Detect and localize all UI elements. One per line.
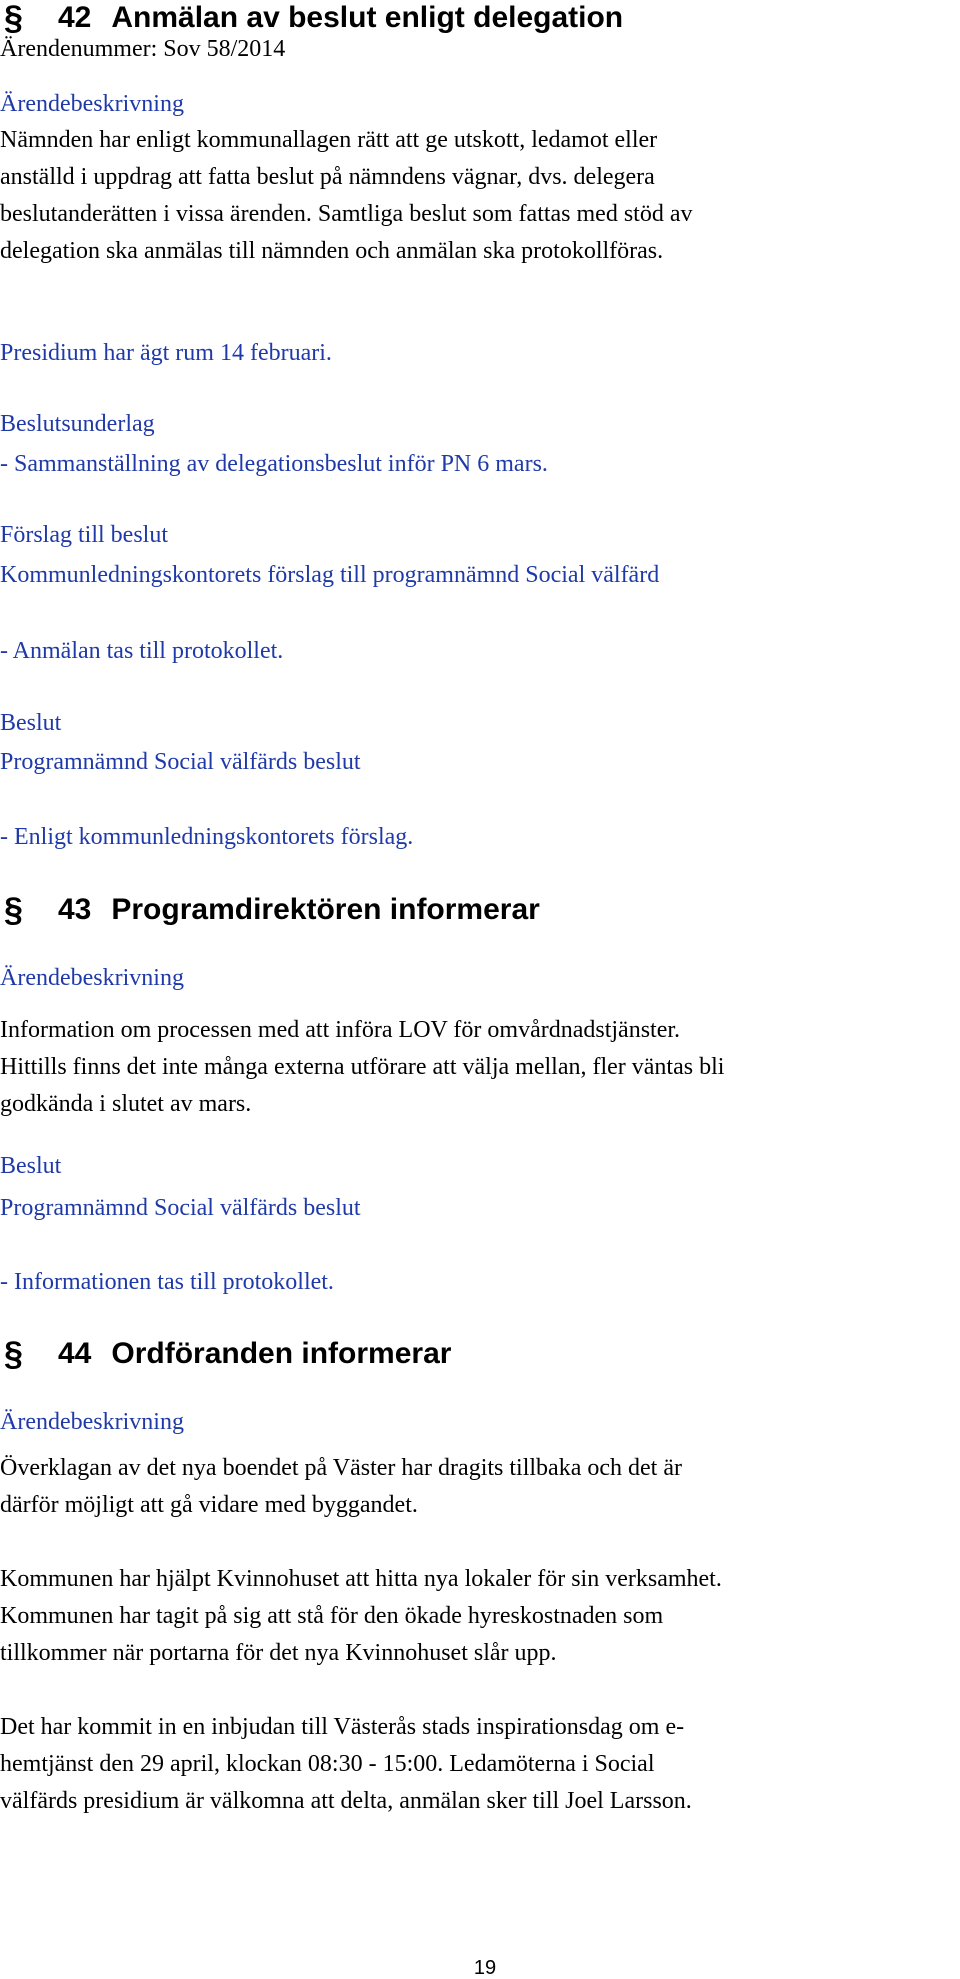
description-line: beslutanderätten i vissa ärenden. Samtliga beslut som fattas med stöd av	[0, 201, 693, 227]
section-title: Programdirektören informerar	[111, 893, 540, 926]
paragraph-line: därför möjligt att gå vidare med byggandet.	[0, 1492, 418, 1518]
description-line: godkända i slutet av mars.	[0, 1091, 252, 1117]
presidium-note: Presidium har ägt rum 14 februari.	[0, 340, 332, 366]
decision-item: - Informationen tas till protokollet.	[0, 1269, 334, 1295]
basis-item: - Sammanställning av delegationsbeslut inför PN 6 mars.	[0, 451, 548, 477]
paragraph-line: Kommunen har hjälpt Kvinnohuset att hitta nya lokaler för sin verksamhet.	[0, 1566, 722, 1592]
paragraph-line: Överklagan av det nya boendet på Väster har dragits tillbaka och det är	[0, 1455, 682, 1481]
decision-item: - Enligt kommunledningskontorets förslag.	[0, 824, 414, 850]
case-number: Ärendenummer: Sov 58/2014	[0, 36, 286, 62]
section-symbol: §	[4, 0, 23, 37]
proposal-heading: Förslag till beslut	[0, 522, 168, 548]
basis-heading: Beslutsunderlag	[0, 411, 155, 437]
section-symbol: §	[4, 1335, 23, 1373]
section-number: 44	[58, 1337, 92, 1370]
section-42-heading	[0, 0, 623, 36]
decision-heading: Beslut	[0, 710, 62, 736]
paragraph-line: tillkommer när portarna för det nya Kvinnohuset slår upp.	[0, 1640, 557, 1666]
paragraph-line: hemtjänst den 29 april, klockan 08:30 - 15:00. Ledamöterna i Social	[0, 1751, 655, 1777]
section-title: Anmälan av beslut enligt delegation	[111, 1, 624, 34]
description-heading: Ärendebeskrivning	[0, 1409, 184, 1435]
decision-heading: Beslut	[0, 1153, 62, 1179]
section-number: 43	[58, 893, 92, 926]
section-43-heading	[0, 892, 540, 928]
page-number: 19	[473, 1957, 497, 1979]
description-line: Nämnden har enligt kommunallagen rätt att ge utskott, ledamot eller	[0, 127, 658, 153]
section-number: 42	[58, 1, 92, 34]
proposal-item: - Anmälan tas till protokollet.	[0, 638, 284, 664]
description-line: delegation ska anmälas till nämnden och anmälan ska protokollföras.	[0, 238, 664, 264]
description-heading: Ärendebeskrivning	[0, 965, 184, 991]
decision-intro: Programnämnd Social välfärds beslut	[0, 1195, 361, 1221]
description-line: Hittills finns det inte många externa utförare att välja mellan, fler väntas bli	[0, 1054, 725, 1080]
paragraph-line: Det har kommit in en inbjudan till Västerås stads inspirationsdag om e-	[0, 1714, 685, 1740]
description-line: Information om processen med att införa LOV för omvårdnadstjänster.	[0, 1017, 681, 1043]
description-line: anställd i uppdrag att fatta beslut på nämndens vägnar, dvs. delegera	[0, 164, 655, 190]
section-symbol: §	[4, 891, 23, 929]
section-title: Ordföranden informerar	[111, 1337, 452, 1370]
section-44-heading	[0, 1336, 451, 1372]
paragraph-line: välfärds presidium är välkomna att delta, anmälan sker till Joel Larsson.	[0, 1788, 692, 1814]
decision-intro: Programnämnd Social välfärds beslut	[0, 749, 361, 775]
description-heading: Ärendebeskrivning	[0, 91, 184, 117]
proposal-intro: Kommunledningskontorets förslag till programnämnd Social välfärd	[0, 562, 660, 588]
paragraph-line: Kommunen har tagit på sig att stå för den ökade hyreskostnaden som	[0, 1603, 664, 1629]
